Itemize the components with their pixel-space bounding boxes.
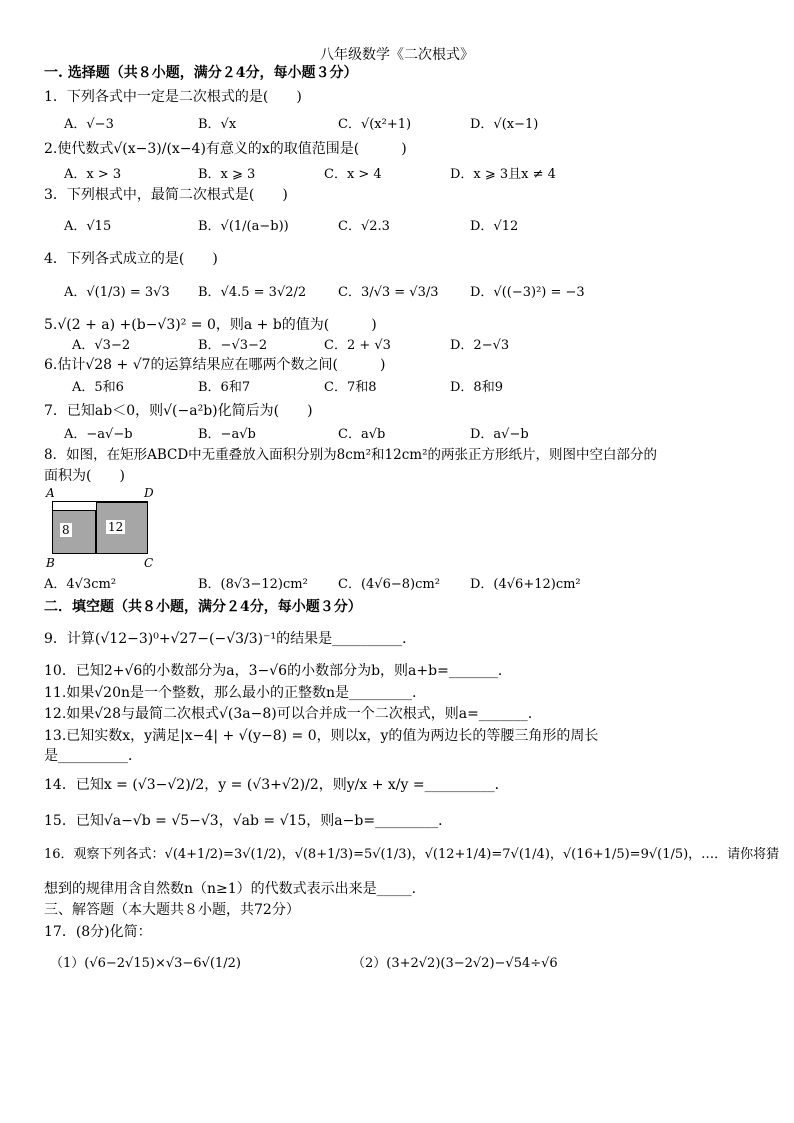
q3-option-d: D．√12 xyxy=(470,219,519,234)
q7-stem: 7．已知ab＜0，则√(−a²b)化简后为( ) xyxy=(44,403,313,419)
square-8cm2 xyxy=(52,510,96,554)
figure-label-a: A xyxy=(46,486,55,500)
q12-text: 12.如果√28与最简二次根式√(3a−8)可以合并成一个二次根式，则a=_______. xyxy=(44,706,533,722)
q4-stem: 4．下列各式成立的是( ) xyxy=(44,251,218,267)
section-solve-heading: 三、解答题（本大题共８小题，共72分） xyxy=(44,902,300,918)
q8-option-d: D．(4√6+12)cm² xyxy=(470,577,581,592)
q8-option-c: C．(4√6−8)cm² xyxy=(338,577,440,592)
q11-text: 11.如果√20n是一个整数，那么最小的正整数n是_________. xyxy=(44,685,417,701)
square-8-label: 8 xyxy=(62,523,70,537)
q1-option-a: A．√−3 xyxy=(64,117,114,132)
q5-stem: 5.√(2 + a) +(b−√3)² = 0，则a + b的值为( ) xyxy=(44,317,377,333)
square-12-label: 12 xyxy=(108,520,124,534)
q10-text: 10．已知2+√6的小数部分为a，3−√6的小数部分为b，则a+b=_______． xyxy=(44,663,512,679)
q3-option-c: C．√2.3 xyxy=(338,219,390,234)
q6-stem: 6.估计√28 + √7的运算结果应在哪两个数之间( ) xyxy=(44,357,386,373)
q5-option-d: D．2−√3 xyxy=(450,338,510,353)
q1-option-b: B．√x xyxy=(198,117,237,132)
q16-text-line2: 想到的规律用含自然数n（n≥1）的代数式表示出来是_____. xyxy=(44,881,417,897)
q4-option-b: B．√4.5 = 3√2/2 xyxy=(198,285,307,300)
section-fill-heading: 二．填空题（共８小题，满分２4分，每小题３分） xyxy=(44,599,362,615)
q7-option-d: D．a√−b xyxy=(470,427,529,442)
q4-option-c: C．3/√3 = √3/3 xyxy=(338,285,439,300)
q9-text: 9．计算(√12−3)⁰+√27−(−√3/3)⁻¹的结果是__________． xyxy=(44,631,417,647)
q8-stem-line2: 面积为( ) xyxy=(44,468,125,484)
q7-option-c: C．a√b xyxy=(338,427,386,442)
q3-option-b: B．√(1/(a−b)) xyxy=(198,219,289,234)
q6-option-c: C．7和8 xyxy=(324,380,377,395)
q17-stem: 17．(8分)化简： xyxy=(44,924,152,940)
q1-option-d: D．√(x−1) xyxy=(470,117,539,132)
q8-stem-line1: 8．如图，在矩形ABCD中无重叠放入面积分别为8cm²和12cm²的两张正方形纸片，则图中空白部分的 xyxy=(44,447,657,463)
q8-option-b: B．(8√3−12)cm² xyxy=(198,577,308,592)
q2-option-d: D．x ⩾ 3且x ≠ 4 xyxy=(450,167,556,182)
q13-text-line2: 是__________． xyxy=(44,748,142,764)
q5-option-c: C．2 + √3 xyxy=(324,338,391,353)
q2-option-b: B．x ⩾ 3 xyxy=(198,167,256,182)
section-choice-heading: 一. 选择题（共８小题，满分２4分，每小题３分） xyxy=(44,65,358,81)
q5-option-a: A．√3−2 xyxy=(72,338,131,353)
q1-stem: 1．下列各式中一定是二次根式的是( ) xyxy=(44,89,302,105)
q6-option-b: B．6和7 xyxy=(198,380,251,395)
figure-label-d: D xyxy=(144,486,154,500)
q7-option-b: B．−a√b xyxy=(198,427,256,442)
q6-option-a: A．5和6 xyxy=(72,380,124,395)
q2-option-a: A．x > 3 xyxy=(64,167,122,182)
q13-text-line1: 13.已知实数x，y满足|x−4| + √(y−8) = 0，则以x，y的值为两边长的等腰三角形的周长 xyxy=(44,728,599,744)
q16-text-line1: 16．观察下列各式：√(4+1/2)=3√(1/2)，√(8+1/3)=5√(1/3)，√(12+1/4)=7√(1/4)，√(16+1/5)=9√(1/5)，…．请你将猜 xyxy=(44,847,780,862)
q4-option-a: A．√(1/3) = 3√3 xyxy=(64,285,170,300)
q7-option-a: A．−a√−b xyxy=(64,427,133,442)
figure-label-c: C xyxy=(144,556,154,570)
q4-option-d: D．√((−3)²) = −3 xyxy=(470,285,585,300)
page-title: 八年级数学《二次根式》 xyxy=(320,47,474,63)
q14-text: 14．已知x = (√3−√2)/2，y = (√3+√2)/2，则y/x + x/y =__________． xyxy=(44,777,509,793)
q6-option-d: D．8和9 xyxy=(450,380,503,395)
q3-option-a: A．√15 xyxy=(64,219,112,234)
q17-part2: （2）(3+2√2)(3−2√2)−√54÷√6 xyxy=(352,956,558,971)
q3-stem: 3．下列根式中，最简二次根式是( ) xyxy=(44,187,288,203)
q8-option-a: A．4√3cm² xyxy=(44,577,117,592)
q2-option-c: C．x > 4 xyxy=(324,167,382,182)
figure-label-b: B xyxy=(46,556,55,570)
q5-option-b: B．−√3−2 xyxy=(198,338,268,353)
q2-stem: 2.使代数式√(x−3)/(x−4)有意义的x的取值范围是( ) xyxy=(44,141,407,157)
q17-part1: （1）(√6−2√15)×√3−6√(1/2) xyxy=(50,956,241,971)
q15-text: 15．已知√a−√b = √5−√3，√ab = √15，则a−b=_________． xyxy=(44,813,453,829)
q1-option-c: C．√(x²+1) xyxy=(338,117,412,132)
